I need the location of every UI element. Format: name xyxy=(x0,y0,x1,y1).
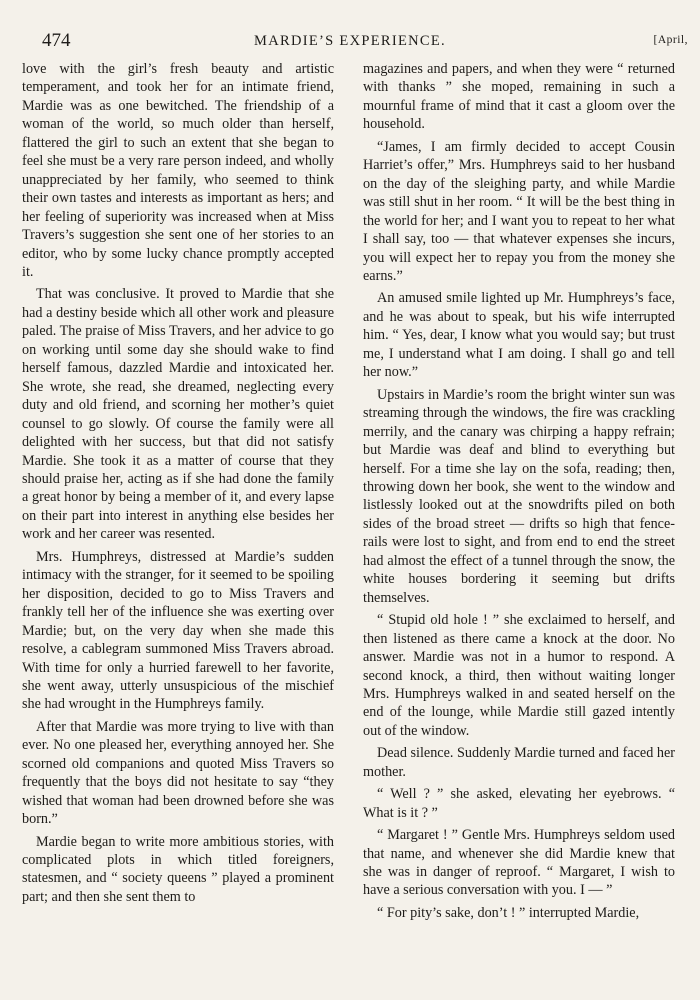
paragraph: “ Margaret ! ” Gentle Mrs. Humphreys seldom used that name, and whenever she did Mardie knew that she was in danger of reproof. “ Margaret, I wish to have a serious conversation with you. I — ” xyxy=(363,827,675,899)
page-number: 474 xyxy=(42,30,71,51)
paragraph: “ Well ? ” she asked, elevating her eyebrows. “ What is it ? ” xyxy=(363,786,675,821)
paragraph: That was conclusive. It proved to Mardie that she had a destiny beside which all other work and pleasure paled. The praise of Miss Travers, and her advice to go on working until some day she should wake to find herself famous, dazzled Mardie and intoxicated her. She wrote, she read, she dreamed, neglecting every duty and old friend, and scorning her mother’s quiet counsel to go slowly. Of course the family were all delighted with her success, but that did not satisfy Mardie. She took it as a matter of course that they should praise her, acting as if she had done the family a great honor by being a member of it, and every lapse on their part into interest in anything else besides her work and her career was resented. xyxy=(22,286,334,543)
paragraph: After that Mardie was more trying to live with than ever. No one pleased her, everything annoyed her. She scorned old companions and quoted Miss Travers so frequently that the boys did not hesitate to say “they wished that woman had been drowned before she was born.” xyxy=(22,718,334,828)
running-header xyxy=(0,30,700,52)
right-column xyxy=(363,60,675,926)
paragraph: “ For pity’s sake, don’t ! ” interrupted Mardie, xyxy=(377,904,640,921)
paragraph: Mardie began to write more ambitious stories, with complicated plots in which titled foreigners, statesmen, and “ society queens ” played a prominent part; and then she sent them to xyxy=(22,833,334,905)
paragraph: An amused smile lighted up Mr. Humphreys’s face, and he was about to speak, but his wife interrupted him. “ Yes, dear, I know what you would say; but trust me, I understand what I am doing. I shall go and tell her now.” xyxy=(363,290,675,381)
paragraph: “ Stupid old hole ! ” she exclaimed to herself, and then listened as there came a knock at the door. No answer. Mardie was not in a humor to respond. A second knock, a third, then without waiting longer Mrs. Humphreys walked in and seated herself on the end of the lounge, while Mardie still gazed intently out of the window. xyxy=(363,612,675,739)
paragraph: “James, I am firmly decided to accept Cousin Harriet’s offer,” Mrs. Humphreys said to her husband on the day of the sleighing party, and while Mardie was still shut in her room. “ It will be the best thing in the world for her; and I want you to repeat to her what I shall say, too — that whatever expenses she incurs, you will expect her to repay you from the money she earns.” xyxy=(363,138,675,284)
paragraph: Dead silence. Suddenly Mardie turned and faced her mother. xyxy=(363,745,675,780)
left-column xyxy=(22,60,334,910)
issue-month: [April, xyxy=(653,34,688,46)
paragraph: Mrs. Humphreys, distressed at Mardie’s sudden intimacy with the stranger, for it seemed to be spoiling her disposition, decided to go to Miss Travers and frankly tell her of the influence she was exerting over Mardie; but, on the very day when she made this resolve, a cablegram summoned Miss Travers abroad. With time for only a hurried farewell to her favorite, she went away, utterly unsuspicious of the mischief she had wrought in the Humphreys family. xyxy=(22,548,334,713)
paragraph: magazines and papers, and when they were “ returned with thanks ” she moped, remaining in such a mournful frame of mind that it cast a gloom over the household. xyxy=(363,61,675,133)
running-title: MARDIE’S EXPERIENCE. xyxy=(254,33,446,49)
paragraph: Upstairs in Mardie’s room the bright winter sun was streaming through the windows, the fire was crackling merrily, and the canary was chirping a happy refrain; but Mardie was deaf and blind to everything but herself. For a time she lay on the sofa, reading; then, throwing down her book, she went to the window and listlessly looked out at the snowdrifts piled on both sides of the broad street — drifts so high that fence-rails were lost to sight, and from end to end the street had almost the effect of a tunnel through the snow, the white houses bordering it seeming but drifts themselves. xyxy=(363,386,675,606)
paragraph: love with the girl’s fresh beauty and artistic temperament, and took her for an intimate friend, Mardie was as one bewitched. The friendship of a woman of the world, so much older than herself, flattered the girl to such an extent that she began to feel she must be a very rare person indeed, and wholly unappreciated by her family, who seemed to think their own tastes and interests as important as hers; and her feeling of superiority was increased when at Miss Travers’s suggestion she sent one of her stories to an editor, who by some lucky chance promptly accepted it. xyxy=(22,61,334,280)
